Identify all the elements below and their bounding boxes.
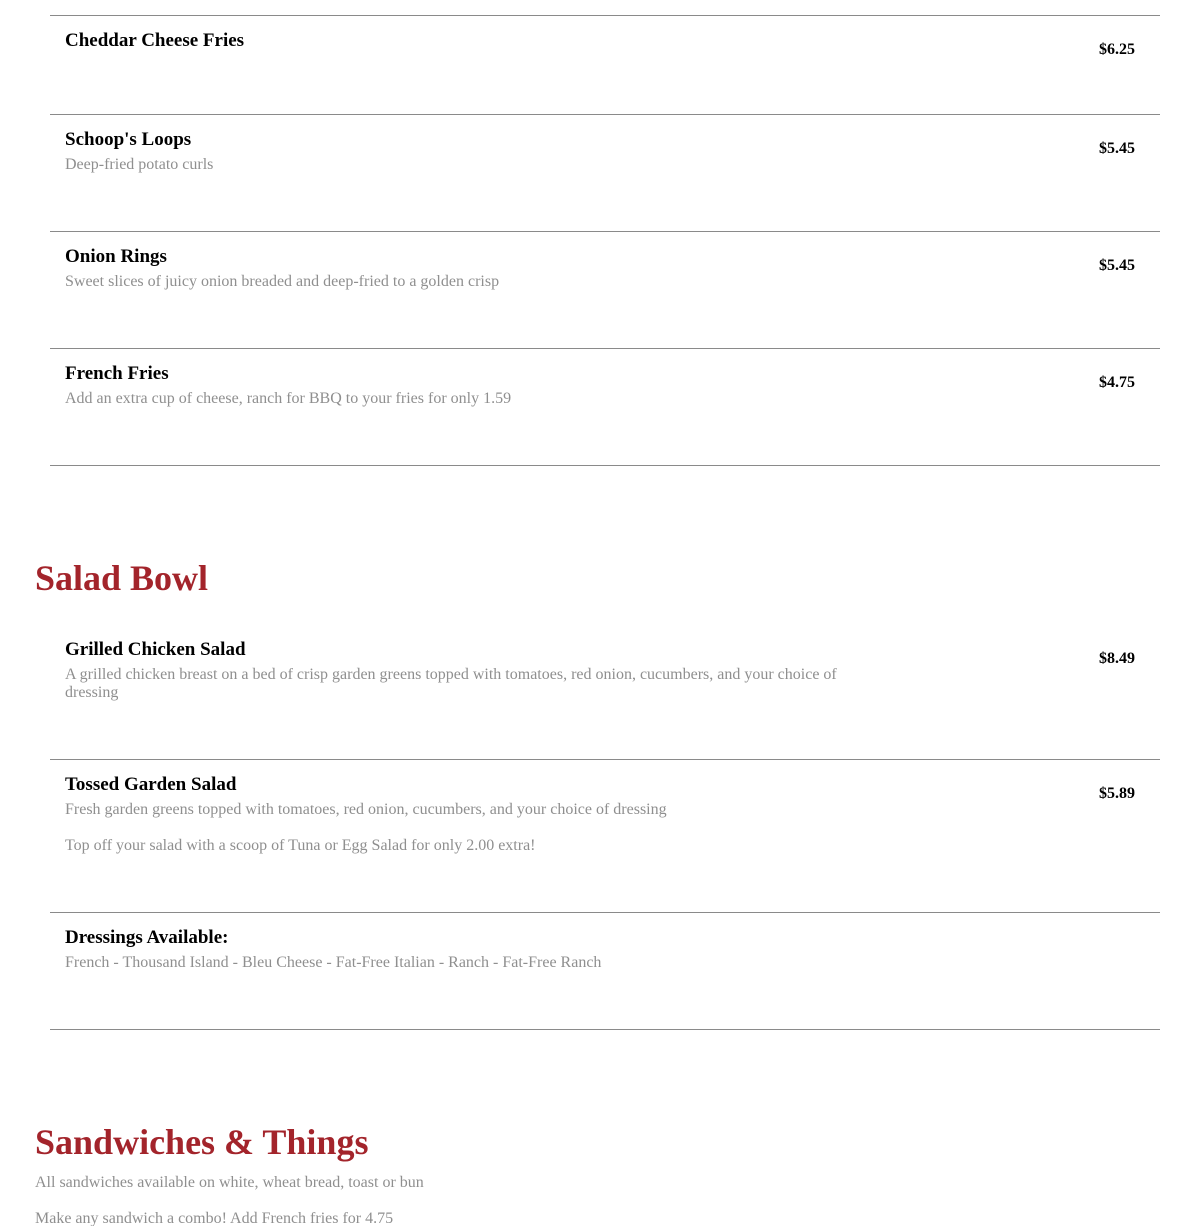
item-description: A grilled chicken breast on a bed of crisp garden greens topped with tomatoes, red onion, cucumbers, and your choice of dressing (65, 666, 837, 701)
item-price: $8.49 (1099, 650, 1135, 667)
item-description: Deep-fried potato curls (65, 156, 214, 173)
item-name: Dressings Available: (65, 927, 229, 948)
item-price: $5.89 (1099, 785, 1135, 802)
item-description: Add an extra cup of cheese, ranch for BBQ to your fries for only 1.59 (65, 390, 512, 407)
divider (50, 231, 1160, 232)
item-note: Top off your salad with a scoop of Tuna or Egg Salad for only 2.00 extra! (65, 837, 536, 854)
section-note: Make any sandwich a combo! Add French fries for 4.75 (35, 1210, 394, 1226)
item-price: $4.75 (1099, 374, 1135, 391)
divider (50, 1029, 1160, 1030)
item-price: $5.45 (1099, 257, 1135, 274)
item-name: Grilled Chicken Salad (65, 639, 246, 660)
item-name: Schoop's Loops (65, 129, 192, 150)
item-name: Onion Rings (65, 246, 167, 267)
item-name: Tossed Garden Salad (65, 774, 237, 795)
item-description: French - Thousand Island - Bleu Cheese - Fat-Free Italian - Ranch - Fat-Free Ranch (65, 954, 602, 971)
item-price: $5.45 (1099, 140, 1135, 157)
item-name: Cheddar Cheese Fries (65, 30, 245, 51)
divider (50, 15, 1160, 16)
divider (50, 114, 1160, 115)
item-price: $6.25 (1099, 41, 1135, 58)
item-description: Sweet slices of juicy onion breaded and deep-fried to a golden crisp (65, 273, 500, 290)
section-title-salad-bowl: Salad Bowl (35, 558, 209, 598)
divider (50, 348, 1160, 349)
item-name: French Fries (65, 363, 169, 384)
item-description: Fresh garden greens topped with tomatoes, red onion, cucumbers, and your choice of dressing (65, 801, 667, 818)
section-note: All sandwiches available on white, wheat bread, toast or bun (35, 1174, 424, 1191)
divider (50, 465, 1160, 466)
section-title-sandwiches: Sandwiches & Things (35, 1122, 369, 1162)
divider (50, 759, 1160, 760)
divider (50, 912, 1160, 913)
